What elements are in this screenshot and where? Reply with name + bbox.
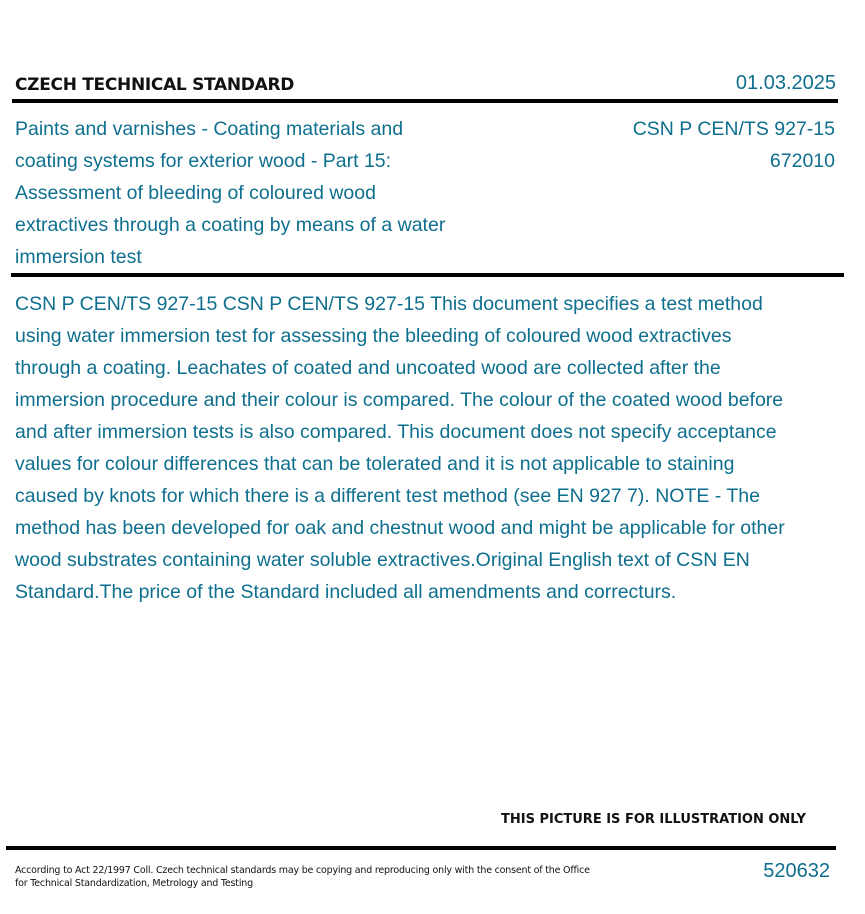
publication-date: 01.03.2025 [735, 72, 836, 94]
standard-description: CSN P CEN/TS 927-15 CSN P CEN/TS 927-15 This document specifies a test method using water immersion test for assessing the bleeding of coloured wood extractives through a coating. Leachates of coated and uncoated wood are collected after the immersion procedure and their colour is compared. The colour of the coated wood before and after immersion tests is also compared. This document does not specify acceptance values for colour differences that can be tolerated and it is not applicable to staining caused by knots for which there is a different test method (see EN 927 7). NOTE - The method has been developed for oak and chestnut wood and might be applicable for other wood substrates containing water soluble extractives.Original English text of CSN EN Standard.The price of the Standard included all amendments and correcturs. [15, 293, 785, 603]
footer-divider [6, 846, 836, 850]
standard-code: CSN P CEN/TS 927-15 [632, 118, 835, 140]
classification-number: 672010 [769, 150, 835, 172]
header-divider [12, 99, 838, 103]
standard-identifiers [633, 113, 835, 177]
illustration-disclaimer: THIS PICTURE IS FOR ILLUSTRATION ONLY [501, 812, 806, 827]
legal-notice: According to Act 22/1997 Coll. Czech technical standards may be copying and reproducing only with the consent of the Office for Technical Standardization, Metrology and Testing [15, 865, 590, 889]
standard-title: Paints and varnishes - Coating materials and coating systems for exterior wood - Part 15: Assessment of bleeding of coloured wood extractives through a coating by means of a water immersion test [15, 118, 446, 268]
document-type-label: CZECH TECHNICAL STANDARD [15, 75, 295, 95]
title-divider [11, 273, 844, 277]
footer-code: 520632 [763, 860, 830, 882]
